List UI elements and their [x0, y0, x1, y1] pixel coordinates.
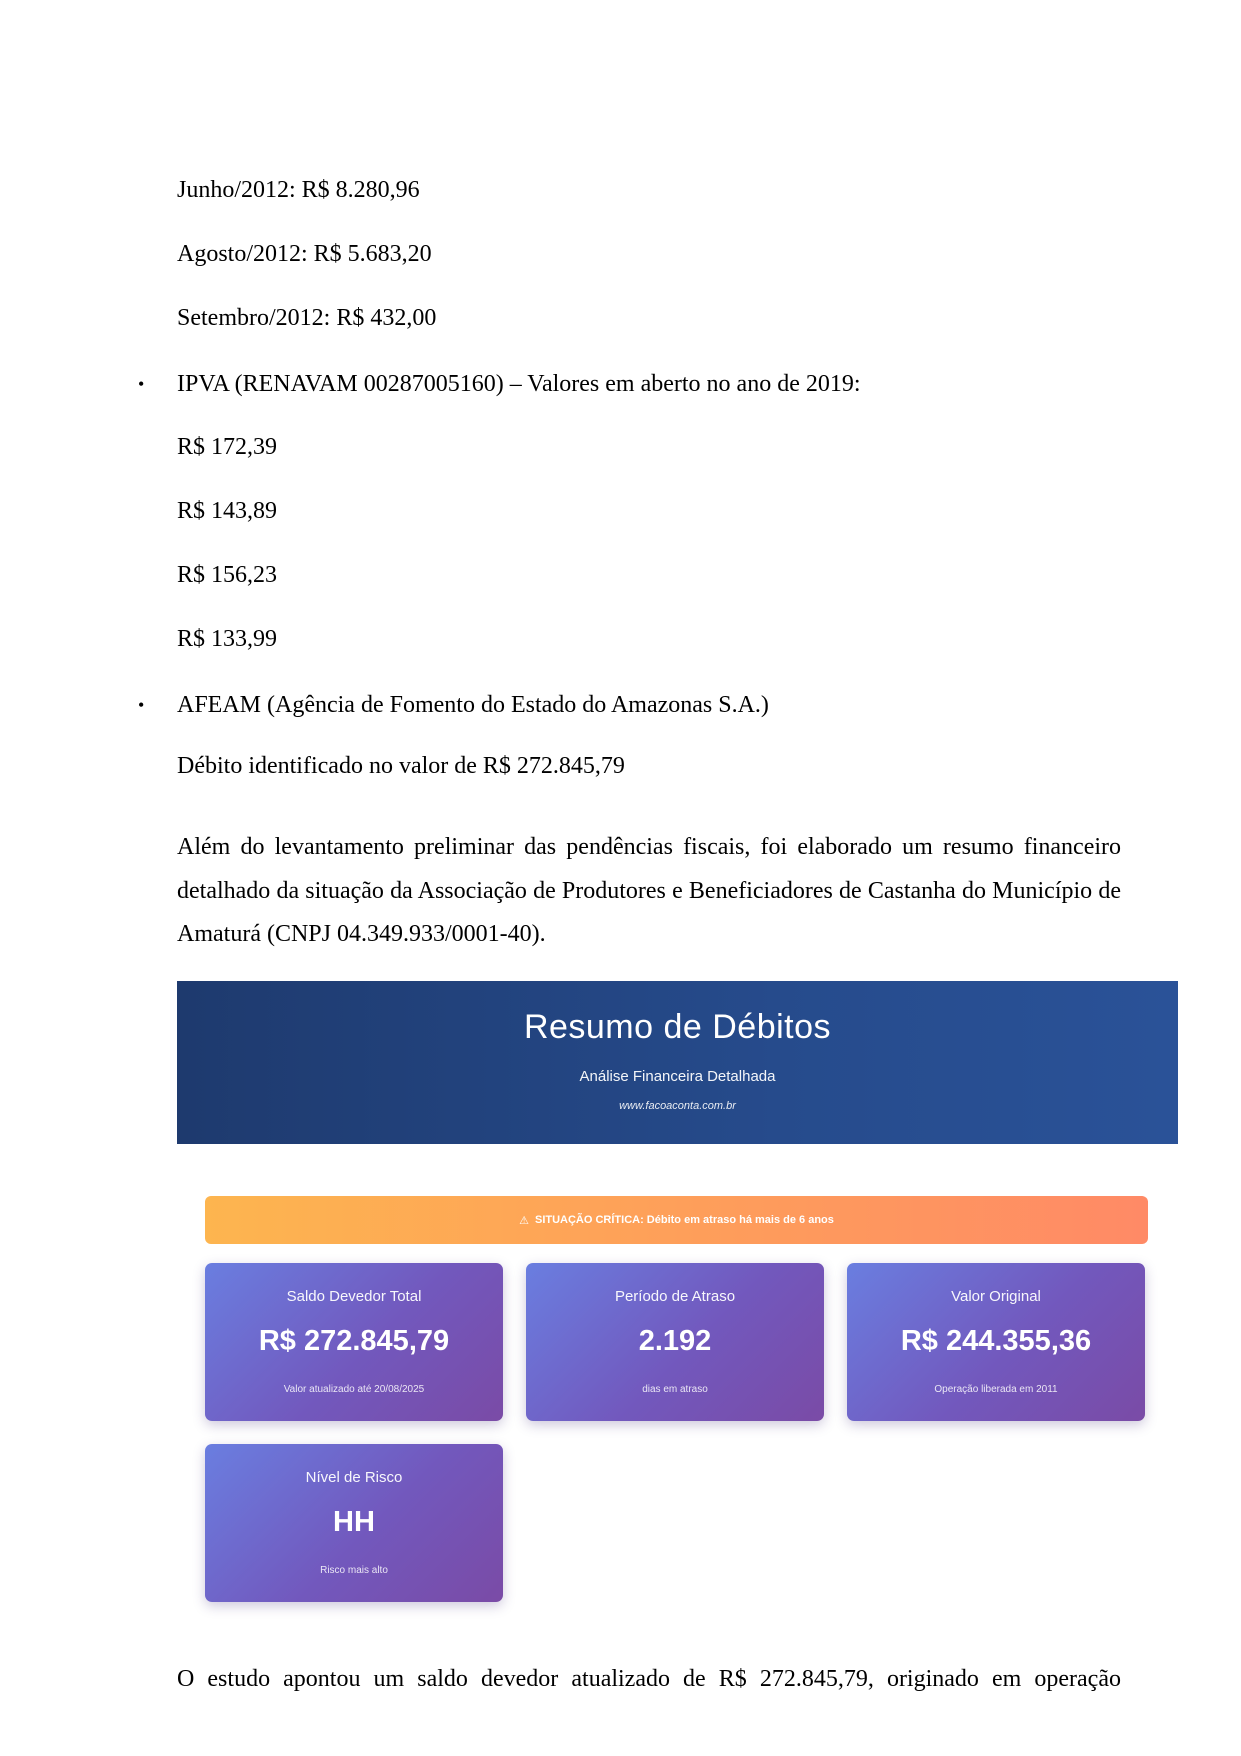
warning-icon: ⚠ — [519, 1214, 529, 1227]
card-note: Valor atualizado até 20/08/2025 — [283, 1384, 425, 1395]
afeam-item: AFEAM (Agência de Fomento do Estado do Amazonas S.A.) — [177, 692, 769, 718]
alert-text: SITUAÇÃO CRÍTICA: Débito em atraso há mais de 6 anos — [534, 1214, 834, 1226]
card-value: R$ 244.355,36 — [900, 1325, 1092, 1357]
ipva-value: R$ 172,39 — [177, 434, 278, 460]
card-label: Nível de Risco — [305, 1469, 403, 1486]
card-label: Período de Atraso — [614, 1288, 736, 1305]
critical-alert-banner — [205, 1196, 1148, 1244]
ipva-value: R$ 156,23 — [177, 562, 278, 588]
card-total-balance — [205, 1263, 503, 1421]
card-delay-period — [526, 1263, 824, 1421]
dashboard-title: Resumo de Débitos — [523, 1008, 832, 1046]
dashboard-header — [177, 981, 1178, 1144]
card-value: HH — [333, 1506, 375, 1538]
card-note: Risco mais alto — [320, 1565, 388, 1576]
bullet-ipva: • — [138, 374, 145, 394]
card-note: Operação liberada em 2011 — [934, 1384, 1058, 1395]
card-note: dias em atraso — [642, 1384, 708, 1395]
dashboard-site: www.facoaconta.com.br — [619, 1100, 736, 1112]
afeam-debt: Débito identificado no valor de R$ 272.845,79 — [177, 753, 625, 779]
june-2012-amount: Junho/2012: R$ 8.280,96 — [177, 177, 420, 203]
closing-paragraph: O estudo apontou um saldo devedor atualizado de R$ 272.845,79, originado em operação — [177, 1666, 1121, 1692]
card-label: Saldo Devedor Total — [286, 1288, 422, 1305]
card-risk-level — [205, 1444, 503, 1602]
september-2012-amount: Setembro/2012: R$ 432,00 — [177, 305, 437, 331]
card-value: R$ 272.845,79 — [258, 1325, 450, 1357]
bullet-afeam: • — [138, 695, 145, 715]
ipva-item: IPVA (RENAVAM 00287005160) – Valores em aberto no ano de 2019: — [177, 371, 861, 397]
ipva-value: R$ 133,99 — [177, 626, 278, 652]
dashboard-subtitle: Análise Financeira Detalhada — [579, 1068, 776, 1085]
card-value: 2.192 — [638, 1325, 712, 1357]
card-label: Valor Original — [951, 1288, 1041, 1305]
debt-summary-dashboard — [177, 981, 1178, 1609]
august-2012-amount: Agosto/2012: R$ 5.683,20 — [177, 241, 432, 267]
card-original-value — [847, 1263, 1145, 1421]
summary-paragraph: Além do levantamento preliminar das pendências fiscais, foi elaborado um resumo financeiro detalhado da situação da Associação de Produtores e Beneficiadores de Castanha do Município de Amaturá (CNPJ 04.349.933/0001-40). — [177, 834, 1121, 947]
ipva-value: R$ 143,89 — [177, 498, 278, 524]
